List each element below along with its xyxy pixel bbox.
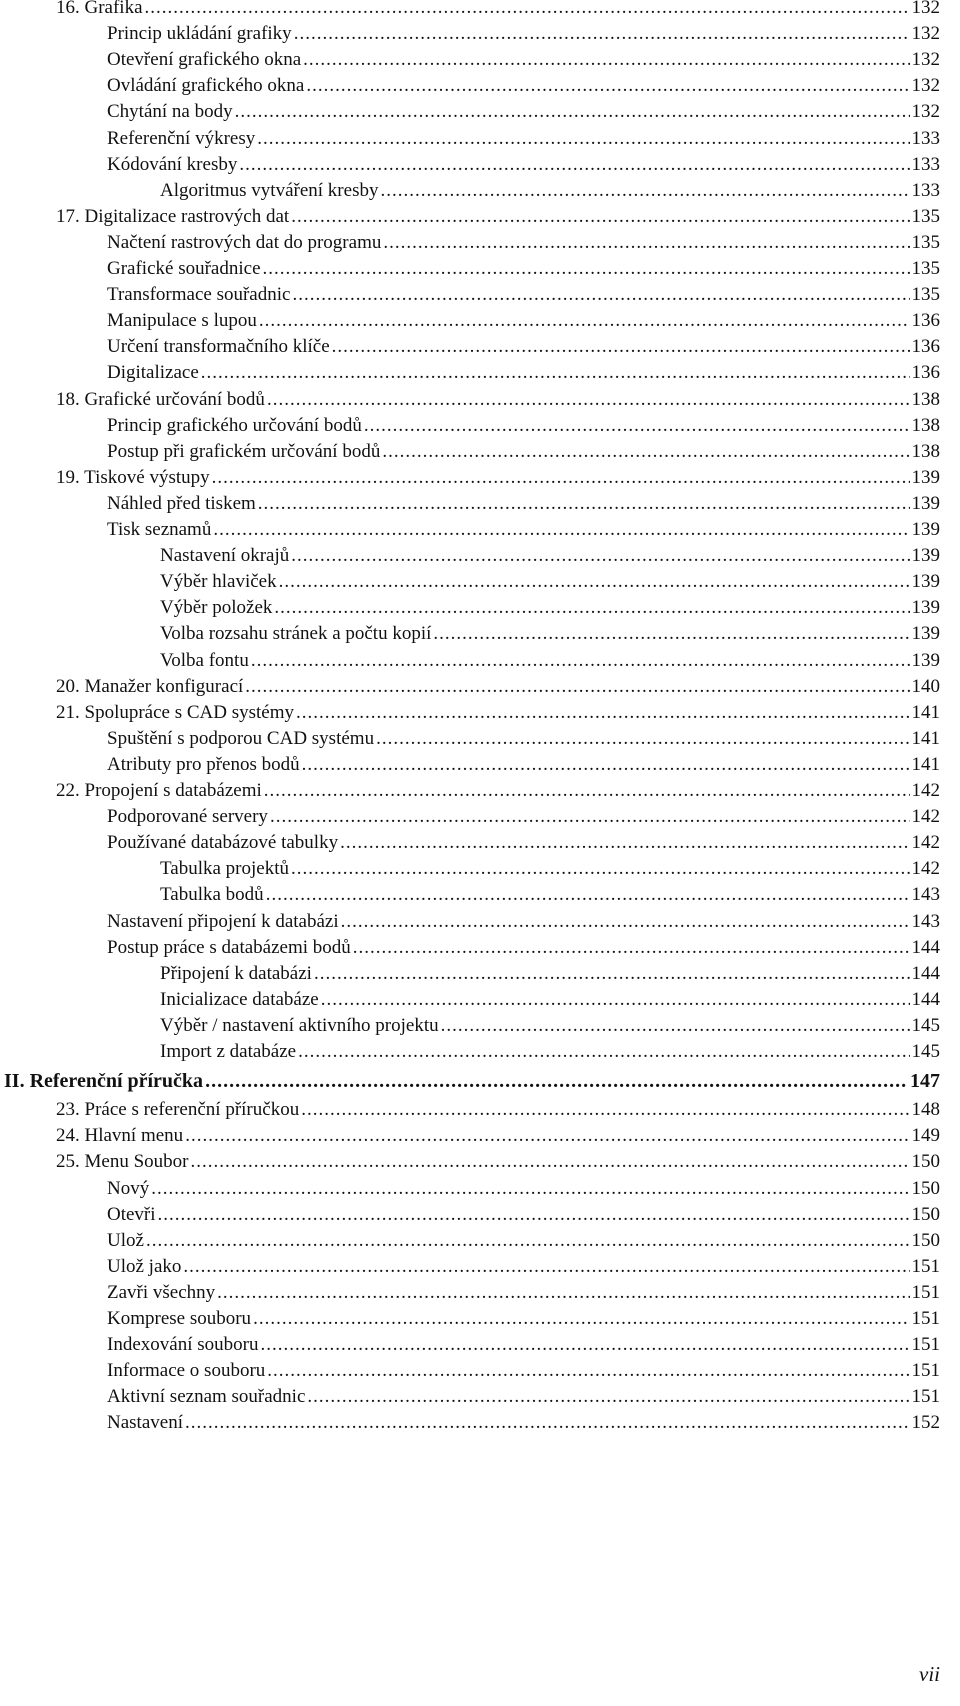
toc-dot-leader [291, 542, 909, 570]
toc-dot-leader [264, 777, 910, 805]
toc-entry[interactable] [0, 934, 960, 962]
toc-entry-title: Tabulka projektů [160, 858, 289, 880]
toc-entry-page: 144 [911, 936, 940, 958]
toc-entry-title: Nastavení připojení k databázi [107, 910, 339, 932]
toc-entry[interactable] [0, 777, 960, 805]
toc-dot-leader [212, 464, 910, 492]
toc-entry-title: Spuštění s podporou CAD systému [107, 727, 375, 749]
toc-entry-page: 136 [911, 362, 940, 384]
toc-entry-title: Kódování kresby [107, 153, 238, 175]
toc-dot-leader [321, 986, 910, 1014]
toc-entry[interactable] [0, 829, 960, 857]
toc-entry-page: 142 [911, 806, 940, 828]
toc-entry[interactable] [0, 516, 960, 544]
toc-entry-title: Otevření grafického okna [107, 49, 302, 71]
toc-dot-leader [292, 281, 909, 309]
toc-dot-leader [274, 594, 909, 622]
toc-entry[interactable] [0, 177, 960, 205]
toc-entry[interactable] [0, 1012, 960, 1040]
toc-entry[interactable] [0, 594, 960, 622]
toc-entry-page: 135 [911, 258, 940, 279]
toc-entry-title: Výběr hlaviček [160, 571, 277, 593]
toc-entry-page: 138 [911, 414, 940, 436]
toc-entry[interactable] [0, 1038, 960, 1066]
toc-entry-page: 143 [911, 910, 940, 932]
toc-entry-page: 144 [911, 962, 940, 984]
toc-entry[interactable] [0, 1305, 960, 1333]
toc-dot-leader [257, 125, 909, 153]
toc-dot-leader [260, 1331, 909, 1359]
toc-dot-leader [302, 751, 910, 779]
toc-entry-title: Digitalizace [107, 362, 199, 384]
toc-entry-title: Zavři všechny [107, 1281, 216, 1303]
toc-entry[interactable] [0, 803, 960, 831]
toc-dot-leader [213, 516, 909, 544]
toc-dot-leader [253, 1305, 909, 1333]
toc-entry[interactable] [0, 46, 960, 74]
toc-entry-page: 151 [911, 1360, 940, 1382]
toc-entry-page: 135 [911, 231, 940, 253]
toc-dot-leader [303, 46, 909, 74]
toc-dot-leader [267, 386, 910, 414]
toc-entry-page: 135 [911, 205, 940, 227]
toc-entry-page: 151 [911, 1334, 940, 1356]
toc-entry-title: Nastavení [107, 1412, 183, 1434]
toc-entry[interactable] [0, 647, 960, 675]
toc-entry[interactable] [0, 281, 960, 309]
toc-entry-page: 150 [911, 1177, 940, 1199]
toc-entry[interactable] [0, 125, 960, 153]
toc-entry[interactable] [0, 542, 960, 570]
toc-dot-leader [185, 1409, 910, 1437]
toc-dot-leader [183, 1253, 909, 1281]
toc-entry-title: 22. Propojení s databázemi [56, 780, 262, 801]
toc-entry[interactable] [0, 333, 960, 361]
toc-entry-title: Aktivní seznam souřadnic [107, 1386, 306, 1408]
toc-entry-title: Princip grafického určování bodů [107, 414, 362, 436]
toc-entry-title: Načtení rastrových dat do programu [107, 231, 382, 253]
toc-entry[interactable] [0, 1383, 960, 1411]
toc-entry-page: 150 [911, 1151, 940, 1173]
toc-dot-leader [239, 151, 909, 179]
toc-dot-leader [382, 438, 909, 466]
toc-entry[interactable] [0, 229, 960, 257]
toc-entry-page: 139 [911, 466, 940, 488]
toc-entry[interactable] [0, 412, 960, 440]
toc-dot-leader [441, 1012, 910, 1040]
toc-entry[interactable] [0, 1175, 960, 1203]
toc-entry-page: 139 [911, 623, 940, 645]
toc-entry[interactable] [0, 751, 960, 779]
toc-entry-page: 138 [911, 388, 940, 410]
toc-dot-leader [291, 203, 909, 231]
toc-entry-page: 136 [911, 336, 940, 358]
toc-entry-page: 143 [911, 884, 940, 906]
toc-entry[interactable] [0, 359, 960, 387]
toc-entry-page: 152 [911, 1412, 940, 1434]
toc-entry[interactable] [0, 881, 960, 909]
toc-entry[interactable] [0, 1279, 960, 1307]
toc-dot-leader [306, 72, 909, 100]
toc-dot-leader [307, 1383, 909, 1411]
toc-dot-leader [158, 1201, 910, 1229]
toc-entry-page: 133 [911, 127, 940, 149]
toc-entry-title: Volba fontu [160, 649, 249, 671]
toc-entry-page: 139 [911, 571, 940, 593]
toc-entry-page: 138 [911, 440, 940, 462]
toc-dot-leader [259, 307, 910, 335]
toc-dot-leader [279, 568, 910, 596]
toc-entry-title: Určení transformačního klíče [107, 336, 330, 358]
toc-entry-title: Princip ukládání grafiky [107, 23, 292, 45]
toc-entry-title: 20. Manažer konfigurací [56, 675, 244, 697]
toc-entry-page: 132 [911, 101, 940, 123]
toc-entry-title: Tabulka bodů [160, 884, 264, 906]
toc-entry-title: 18. Grafické určování bodů [56, 388, 265, 410]
toc-entry-page: 132 [911, 75, 940, 97]
toc-entry-title: 23. Práce s referenční příručkou [56, 1099, 300, 1121]
toc-entry-title: Nový [107, 1177, 150, 1199]
toc-dot-leader [340, 829, 909, 857]
toc-dot-leader [185, 1122, 909, 1150]
toc-entry[interactable] [0, 464, 960, 492]
toc-entry-title: Informace o souboru [107, 1360, 266, 1382]
toc-entry-page: 145 [911, 1014, 940, 1036]
toc-entry-page: 147 [910, 1070, 940, 1093]
toc-dot-leader [145, 0, 910, 22]
toc-entry-title: Komprese souboru [107, 1308, 252, 1329]
toc-entry-title: Volba rozsahu stránek a počtu kopií [160, 623, 432, 645]
toc-entry-page: 139 [911, 519, 940, 540]
toc-entry[interactable] [0, 203, 960, 231]
toc-entry[interactable] [0, 699, 960, 727]
toc-entry-page: 141 [911, 701, 940, 723]
toc-entry[interactable] [0, 1201, 960, 1229]
toc-entry-title: Výběr položek [160, 597, 273, 619]
toc-entry[interactable] [0, 673, 960, 701]
toc-entry[interactable] [0, 151, 960, 179]
toc-entry-page: 133 [911, 153, 940, 175]
toc-dot-leader [353, 934, 910, 962]
toc-entry-page: 145 [911, 1041, 940, 1062]
toc-entry-page: 132 [911, 23, 940, 45]
toc-entry-title: 25. Menu Soubor [56, 1151, 189, 1173]
toc-entry-title: Manipulace s lupou [107, 310, 257, 332]
toc-entry[interactable] [0, 855, 960, 883]
toc-entry[interactable] [0, 490, 960, 518]
toc-entry-title: 21. Spolupráce s CAD systémy [56, 701, 295, 723]
toc-entry-page: 149 [911, 1125, 940, 1147]
toc-dot-leader [267, 1357, 909, 1385]
toc-entry-page: 151 [911, 1386, 940, 1408]
toc-entry[interactable] [0, 1331, 960, 1359]
toc-dot-leader [146, 1227, 910, 1255]
toc-entry[interactable] [0, 1227, 960, 1255]
toc-entry-page: 139 [911, 649, 940, 671]
toc-entry[interactable] [0, 307, 960, 335]
toc-entry-title: Ulož jako [107, 1255, 182, 1277]
toc-entry-page: 144 [911, 988, 940, 1010]
toc-entry-page: 139 [911, 545, 940, 567]
toc-entry[interactable] [0, 438, 960, 466]
toc-entry-title: Indexování souboru [107, 1334, 259, 1356]
toc-entry-title: 24. Hlavní menu [56, 1125, 184, 1147]
toc-dot-leader [376, 725, 909, 753]
toc-entry-title: Postup při grafickém určování bodů [107, 440, 381, 462]
toc-dot-leader [383, 229, 909, 257]
toc-dot-leader [332, 333, 910, 361]
toc-entry-page: 151 [911, 1281, 940, 1303]
toc-entry-title: Náhled před tiskem [107, 492, 256, 514]
toc-dot-leader [258, 490, 910, 518]
toc-entry[interactable] [0, 1409, 960, 1437]
toc-entry-title: Algoritmus vytváření kresby [160, 179, 379, 201]
toc-part-entry[interactable] [0, 1067, 960, 1095]
toc-dot-leader [201, 359, 910, 387]
toc-dot-leader [291, 855, 910, 883]
toc-dot-leader [341, 908, 910, 936]
toc-entry-page: 142 [911, 858, 940, 880]
toc-entry[interactable] [0, 986, 960, 1014]
toc-entry[interactable] [0, 908, 960, 936]
toc-entry-title: Výběr / nastavení aktivního projektu [160, 1014, 439, 1036]
toc-entry-title: Transformace souřadnic [107, 284, 291, 306]
toc-entry-page: 139 [911, 492, 940, 514]
toc-entry[interactable] [0, 386, 960, 414]
toc-entry-page: 136 [911, 310, 940, 332]
toc-entry[interactable] [0, 20, 960, 48]
toc-entry[interactable] [0, 0, 960, 22]
toc-dot-leader [301, 1096, 909, 1124]
toc-entry-title: Připojení k databázi [160, 962, 312, 984]
toc-entry[interactable] [0, 98, 960, 126]
toc-dot-leader [151, 1175, 909, 1203]
toc-dot-leader [217, 1279, 909, 1307]
toc-dot-leader [298, 1038, 909, 1066]
toc-dot-leader [364, 412, 910, 440]
toc-entry-title: II. Referenční příručka [4, 1070, 204, 1093]
toc-entry-title: 19. Tiskové výstupy [56, 466, 210, 488]
toc-entry-title: Postup práce s databázemi bodů [107, 936, 351, 958]
toc-entry-title: Ovládání grafického okna [107, 75, 305, 97]
toc-entry-page: 133 [911, 179, 940, 201]
toc-entry-title: Inicializace databáze [160, 988, 319, 1010]
toc-entry-title: Atributy pro přenos bodů [107, 753, 300, 775]
toc-entry[interactable] [0, 1148, 960, 1176]
toc-entry-title: Referenční výkresy [107, 127, 256, 149]
toc-dot-leader [205, 1067, 908, 1095]
toc-dot-leader [235, 98, 910, 126]
toc-entry-page: 151 [911, 1255, 940, 1277]
toc-dot-leader [266, 881, 910, 909]
toc-dot-leader [270, 803, 910, 831]
toc-entry[interactable] [0, 72, 960, 100]
toc-dot-leader [251, 647, 910, 675]
toc-dot-leader [314, 960, 910, 988]
toc-entry[interactable] [0, 1357, 960, 1385]
toc-entry[interactable] [0, 1122, 960, 1150]
toc-entry-page: 139 [911, 597, 940, 619]
toc-entry-title: Import z databáze [160, 1041, 297, 1062]
toc-entry-page: 141 [911, 727, 940, 749]
toc-entry[interactable] [0, 620, 960, 648]
toc-entry-page: 132 [911, 0, 940, 18]
toc-entry-title: Podporované servery [107, 806, 268, 828]
toc-dot-leader [380, 177, 909, 205]
toc-entry[interactable] [0, 960, 960, 988]
toc-entry[interactable] [0, 1096, 960, 1124]
toc-entry-page: 132 [911, 49, 940, 71]
toc-entry-title: Tisk seznamů [107, 519, 212, 540]
toc-entry-title: Nastavení okrajů [160, 545, 290, 567]
toc-dot-leader [433, 620, 909, 648]
toc-entry-title: Grafické souřadnice [107, 258, 261, 279]
toc-entry-title: 16. Grafika [56, 0, 143, 18]
toc-entry[interactable] [0, 568, 960, 596]
toc-entry-page: 140 [911, 675, 940, 697]
toc-entry-page: 141 [911, 753, 940, 775]
toc-entry-title: Ulož [107, 1229, 144, 1251]
toc-entry-page: 150 [911, 1203, 940, 1225]
toc-entry-page: 150 [911, 1229, 940, 1251]
toc-entry-title: Otevři [107, 1203, 156, 1225]
toc-entry[interactable] [0, 255, 960, 283]
toc-entry[interactable] [0, 1253, 960, 1281]
toc-dot-leader [245, 673, 909, 701]
toc-entry-page: 135 [911, 284, 940, 306]
page-number: vii [919, 1662, 940, 1686]
toc-entry[interactable] [0, 725, 960, 753]
toc-entry-page: 142 [911, 780, 940, 801]
toc-entry-page: 148 [911, 1099, 940, 1121]
toc-entry-title: Chytání na body [107, 101, 233, 123]
toc-dot-leader [263, 255, 910, 283]
toc-entry-page: 151 [911, 1308, 940, 1329]
toc-entry-title: Používané databázové tabulky [107, 832, 339, 854]
toc-entry-page: 142 [911, 832, 940, 854]
toc-dot-leader [294, 20, 910, 48]
toc-dot-leader [296, 699, 909, 727]
toc-entry-title: 17. Digitalizace rastrových dat [56, 205, 290, 227]
toc-dot-leader [190, 1148, 909, 1176]
